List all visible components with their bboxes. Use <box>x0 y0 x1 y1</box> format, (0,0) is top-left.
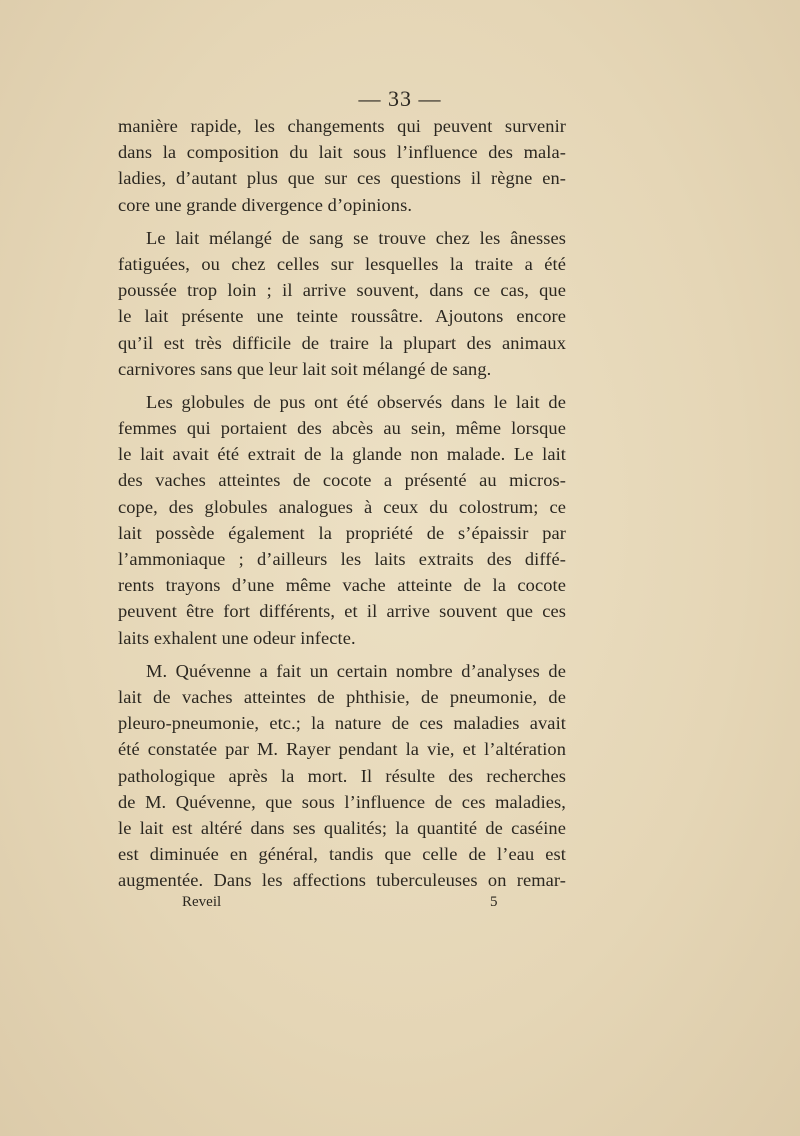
text-line: Les globules de pus ont été observés dans le lait de <box>146 391 566 412</box>
text-line: le lait présente une teinte roussâtre. Ajoutons encore <box>118 306 566 327</box>
text-line: le lait est altéré dans ses qualités; la quantité de caséine <box>118 817 566 838</box>
body-text <box>118 113 566 893</box>
text-line: peuvent être fort différents, et il arrive souvent que ces <box>118 601 566 622</box>
paragraph <box>118 225 566 382</box>
text-line: augmentée. Dans les affections tuberculeuses on remar- <box>118 870 566 891</box>
text-line: dans la composition du lait sous l’influence des mala- <box>118 142 566 163</box>
sheet-number: 5 <box>490 894 498 910</box>
text-line: le lait avait été extrait de la glande non malade. Le lait <box>118 444 566 465</box>
text-line: femmes qui portaient des abcès au sein, même lorsque <box>118 418 566 439</box>
text-line: fatiguées, ou chez celles sur lesquelles la traite a été <box>118 253 566 274</box>
text-line: core une grande divergence d’opinions. <box>118 194 413 215</box>
text-line: est diminuée en général, tandis que celle de l’eau est <box>118 844 566 865</box>
text-line: carnivores sans que leur lait soit mélangé de sang. <box>118 358 492 379</box>
text-line: qu’il est très difficile de traire la plupart des animaux <box>118 332 566 353</box>
text-line: M. Quévenne a fait un certain nombre d’analyses de <box>146 660 566 681</box>
text-line: lait de vaches atteintes de phthisie, de pneumonie, de <box>118 686 566 707</box>
page-number: — 33 — <box>358 86 442 111</box>
text-line: Le lait mélangé de sang se trouve chez les ânesses <box>146 227 566 248</box>
text-line: manière rapide, les changements qui peuvent survenir <box>118 116 566 136</box>
text-line: pleuro-pneumonie, etc.; la nature de ces maladies avait <box>118 713 566 734</box>
text-line: rents trayons d’une même vache atteinte de la cocote <box>118 575 566 596</box>
paragraph <box>118 658 566 894</box>
text-line: ladies, d’autant plus que sur ces questions il règne en- <box>118 168 566 189</box>
text-line: des vaches atteintes de cocote a présenté au micros- <box>118 470 566 491</box>
text-line: poussée trop loin ; il arrive souvent, dans ce cas, que <box>118 280 566 301</box>
text-line: de M. Quévenne, que sous l’influence de ces maladies, <box>118 791 566 812</box>
signature-mark: Reveil <box>182 894 222 910</box>
paragraph <box>118 389 566 651</box>
text-line: lait possède également la propriété de s’épaissir par <box>118 522 566 543</box>
text-line: laits exhalent une odeur infecte. <box>118 627 356 648</box>
text-line: pathologique après la mort. Il résulte des recherches <box>118 765 566 786</box>
text-line: cope, des globules analogues à ceux du colostrum; ce <box>118 496 566 517</box>
text-line: l’ammoniaque ; d’ailleurs les laits extraits des diffé- <box>118 549 566 569</box>
paragraph <box>118 113 566 218</box>
text-line: été constatée par M. Rayer pendant la vie, et l’altération <box>118 739 566 760</box>
